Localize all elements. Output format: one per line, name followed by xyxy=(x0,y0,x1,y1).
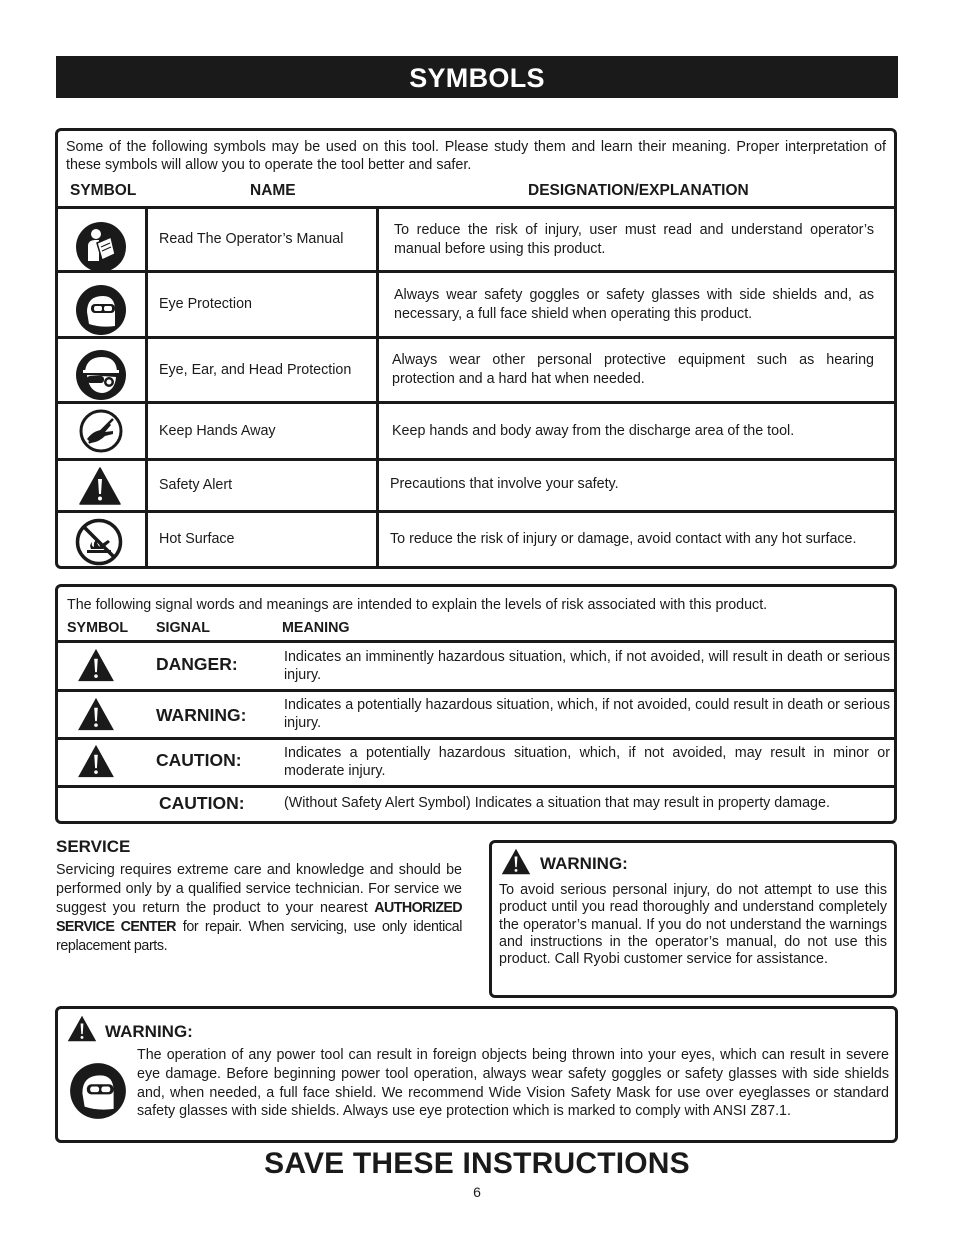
header-signal: SIGNAL xyxy=(156,620,211,636)
eye-warning-box xyxy=(55,1006,898,1143)
row-divider xyxy=(58,640,894,643)
eye-warning-text: The operation of any power tool can result in foreign objects being thrown into your eyes, which can result in severe eye damage. Before beginning power tool operation, always wear safety goggles or safety glasses with side shields and, when needed, a full face shield. We recommend Wide Vision Safety Mask for use over eyeglasses or standard safety glasses with side shields. Always use eye protection which is marked to comply with ANSI Z87.1. xyxy=(137,1047,889,1120)
warning-label: WARNING: xyxy=(105,1022,193,1041)
row-divider xyxy=(58,689,894,692)
caution-alert-icon xyxy=(77,744,115,778)
symbol-explanation: Always wear safety goggles or safety glasses with side shields and, as necessary, a full face shield when operating this product. xyxy=(394,286,874,322)
symbol-explanation: Keep hands and body away from the discharge area of the tool. xyxy=(392,422,795,439)
service-text-part: for repair. When servicing, use only identical replacement parts. xyxy=(56,919,462,954)
symbol-name: Eye Protection xyxy=(159,296,252,312)
header-symbol: SYMBOL xyxy=(67,620,129,636)
warning-alert-icon xyxy=(501,848,531,875)
signal-meaning: Indicates an imminently hazardous situation, which, if not avoided, will result in death or serious injury. xyxy=(284,649,890,683)
column-divider xyxy=(376,206,379,566)
signals-intro: The following signal words and meanings are intended to explain the levels of risk associated with this product. xyxy=(67,597,768,613)
service-heading: SERVICE xyxy=(56,837,131,856)
header-symbol: SYMBOL xyxy=(70,182,137,199)
warning-box xyxy=(489,840,897,998)
signal-words-table xyxy=(55,584,897,824)
signal-word-caution: CAUTION: xyxy=(156,750,242,770)
column-divider xyxy=(145,206,148,566)
authorized-service-center: AUTHORIZED SERVICE CENTER xyxy=(56,900,462,935)
symbol-name: Keep Hands Away xyxy=(159,422,276,439)
symbols-table xyxy=(55,128,897,569)
symbol-name: Read The Operator’s Manual xyxy=(159,231,344,247)
eye-protection-icon xyxy=(75,284,127,336)
signal-word-warning: WARNING: xyxy=(156,705,247,725)
page-number: 6 xyxy=(473,1184,481,1200)
warning-text: To avoid serious personal injury, do not attempt to use this product until you read thoroughly and understand completely the operator’s manual. If you do not understand the warnings and instructions in the operator’s manual, do not use this product. Call Ryobi customer service for assistance. xyxy=(499,882,887,968)
signal-meaning: Indicates a potentially hazardous situation, which, if not avoided, could result in death or serious injury. xyxy=(284,697,890,731)
danger-alert-icon xyxy=(77,648,115,682)
service-text-part: Servicing requires extreme care and knowledge and should be performed only by a qualified service technician. For service we suggest you return the product to your nearest xyxy=(56,862,462,916)
service-text xyxy=(56,861,462,956)
header-designation: DESIGNATION/EXPLANATION xyxy=(528,182,749,199)
signal-word-caution-property: CAUTION: xyxy=(159,793,245,813)
save-instructions-title: SAVE THESE INSTRUCTIONS xyxy=(264,1147,690,1180)
header-meaning: MEANING xyxy=(282,620,350,636)
keep-hands-away-icon xyxy=(79,409,123,453)
read-manual-icon xyxy=(75,221,127,273)
warning-alert-icon xyxy=(67,1015,97,1042)
warning-label: WARNING: xyxy=(540,854,628,873)
header-name: NAME xyxy=(250,182,296,199)
safety-alert-icon xyxy=(79,467,121,505)
page-title: SYMBOLS xyxy=(56,56,898,98)
symbol-explanation: Precautions that involve your safety. xyxy=(390,475,619,492)
symbol-name: Hot Surface xyxy=(159,531,235,547)
eye-ear-head-protection-icon xyxy=(75,349,127,401)
symbol-explanation: To reduce the risk of injury, user must read and understand operator’s manual before using this product. xyxy=(394,221,874,257)
hot-surface-icon xyxy=(75,518,123,566)
symbols-intro: Some of the following symbols may be used on this tool. Please study them and learn their meaning. Proper interpretation of these symbols will allow you to operate the tool better and safer. xyxy=(66,139,886,173)
symbol-name: Eye, Ear, and Head Protection xyxy=(159,361,352,378)
signal-meaning: Indicates a potentially hazardous situation, which, if not avoided, may result in minor or moderate injury. xyxy=(284,745,890,779)
eye-protection-icon xyxy=(69,1062,127,1120)
warning-alert-icon xyxy=(77,697,115,731)
symbol-explanation: Always wear other personal protective equipment such as hearing protection and a hard hat when needed. xyxy=(392,352,874,387)
row-divider xyxy=(58,737,894,740)
signal-word-danger: DANGER: xyxy=(156,654,238,674)
symbol-name: Safety Alert xyxy=(159,477,233,493)
symbol-explanation: To reduce the risk of injury or damage, avoid contact with any hot surface. xyxy=(390,531,857,547)
signal-meaning: (Without Safety Alert Symbol) Indicates a situation that may result in property damage. xyxy=(284,794,830,811)
